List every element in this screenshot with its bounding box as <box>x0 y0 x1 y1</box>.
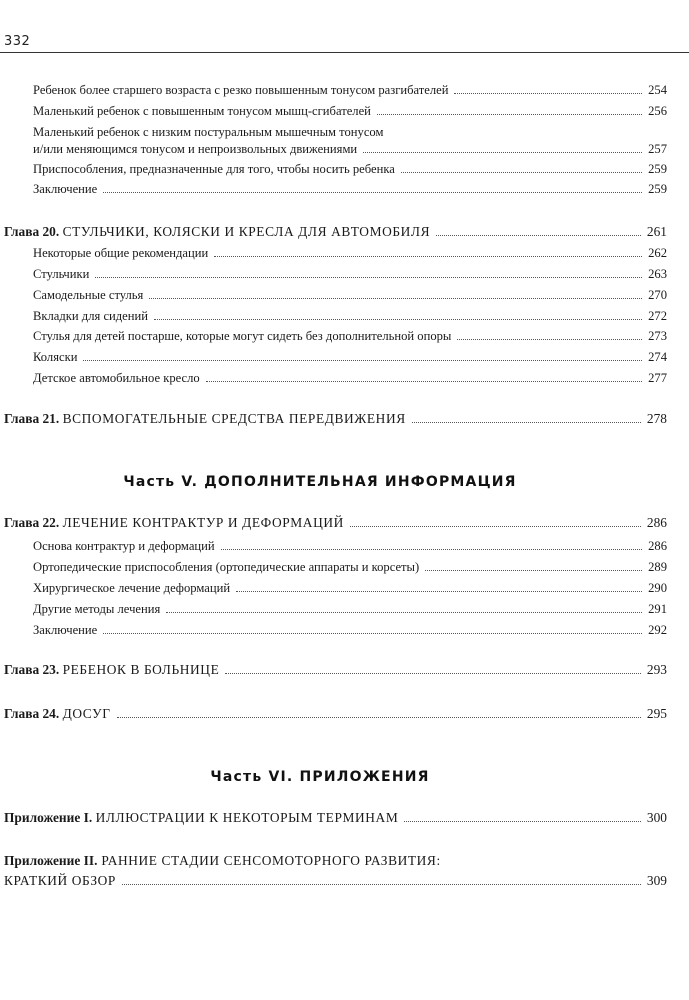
toc-entry-label: Другие методы лечения <box>33 602 161 616</box>
toc-entry-page: 263 <box>648 267 667 281</box>
toc-chapter[interactable] <box>4 411 667 427</box>
toc-entry-label: Заключение <box>33 182 98 196</box>
toc-entry[interactable] <box>33 559 667 575</box>
appendix-title-line1: РАННИЕ СТАДИИ СЕНСОМОТОРНОГО РАЗВИТИЯ: <box>101 853 441 868</box>
toc-entry-label: Вкладки для сидений <box>33 309 148 323</box>
chapter-title: ЛЕЧЕНИЕ КОНТРАКТУР И ДЕФОРМАЦИЙ <box>62 515 344 530</box>
header-rule <box>0 52 689 53</box>
toc-entry[interactable] <box>33 245 667 261</box>
part-heading: Часть V. ДОПОЛНИТЕЛЬНАЯ ИНФОРМАЦИЯ <box>123 474 517 490</box>
toc-entry-label: Стулья для детей постарше, которые могут сидеть без дополнительной опоры <box>33 329 452 343</box>
appendix-prefix: Приложение II. <box>4 853 98 868</box>
toc-entry[interactable] <box>33 328 667 344</box>
chapter-title: РЕБЕНОК В БОЛЬНИЦЕ <box>62 662 220 677</box>
toc-entry-page: 272 <box>648 309 667 323</box>
toc-entry[interactable] <box>33 349 667 365</box>
toc-entry-page: 273 <box>648 329 667 343</box>
toc-appendix[interactable] <box>4 810 667 826</box>
toc-entry[interactable] <box>33 601 667 617</box>
toc-entry-label: Приспособления, предназначенные для того, чтобы носить ребенка <box>33 162 395 176</box>
toc-entry-page: 289 <box>648 560 667 574</box>
toc-entry-label-line1: Маленький ребенок с низким постуральным мышечным тонусом <box>33 125 384 139</box>
toc-entry-page: 262 <box>648 246 667 260</box>
toc-chapter-label <box>4 706 111 722</box>
chapter-prefix: Глава 20. <box>4 224 60 239</box>
toc-chapter-page: 295 <box>646 706 667 721</box>
toc-chapter-label <box>4 224 430 240</box>
appendix-title: ИЛЛЮСТРАЦИИ К НЕКОТОРЫМ ТЕРМИНАМ <box>95 810 399 825</box>
toc-entry-label: Ортопедические приспособления (ортопедические аппараты и корсеты) <box>33 560 420 574</box>
toc-chapter-page: 278 <box>646 411 667 426</box>
toc-entry-label: Детское автомобильное кресло <box>33 371 200 385</box>
toc-entry-page: 290 <box>648 581 667 595</box>
toc-entry-page: 254 <box>648 83 667 97</box>
toc-entry-label: и/или меняющимся тонусом и непроизвольных движениями <box>33 142 358 156</box>
dot-leader <box>404 821 641 822</box>
dot-leader <box>377 114 642 115</box>
dot-leader <box>95 277 642 278</box>
toc-entry[interactable] <box>33 266 667 282</box>
appendix-prefix: Приложение I. <box>4 810 93 825</box>
dot-leader <box>436 235 641 236</box>
toc-entry[interactable] <box>33 287 667 303</box>
toc-entry-label: Коляски <box>33 350 78 364</box>
dot-leader <box>350 526 641 527</box>
dot-leader <box>206 381 642 382</box>
toc-entry[interactable] <box>33 141 667 157</box>
toc-entry-page: 270 <box>648 288 667 302</box>
toc-chapter[interactable] <box>4 706 667 722</box>
toc-appendix-page: 309 <box>646 873 667 888</box>
toc-entry-page: 277 <box>648 371 667 385</box>
chapter-title: ВСПОМОГАТЕЛЬНЫЕ СРЕДСТВА ПЕРЕДВИЖЕНИЯ <box>62 411 406 426</box>
dot-leader <box>103 192 642 193</box>
toc-entry-page: 256 <box>648 104 667 118</box>
toc-entry-page: 291 <box>648 602 667 616</box>
dot-leader <box>225 673 641 674</box>
toc-chapter-label <box>4 515 344 531</box>
toc-appendix-label-line1 <box>4 853 441 869</box>
chapter-title: ДОСУГ <box>62 706 111 721</box>
part-heading: Часть VI. ПРИЛОЖЕНИЯ <box>210 769 430 785</box>
toc-entry-label: Заключение <box>33 623 98 637</box>
toc-chapter[interactable] <box>4 224 667 240</box>
toc-appendix[interactable] <box>4 873 667 889</box>
toc-entry-label: Хирургическое лечение деформаций <box>33 581 231 595</box>
dot-leader <box>454 93 642 94</box>
page-number: 332 <box>4 34 31 49</box>
toc-entry-page: 257 <box>648 142 667 156</box>
dot-leader <box>214 256 642 257</box>
toc-entry-page: 259 <box>648 182 667 196</box>
toc-entry-label: Самодельные стулья <box>33 288 144 302</box>
toc-entry[interactable] <box>33 622 667 638</box>
toc-entry[interactable] <box>33 580 667 596</box>
dot-leader <box>425 570 642 571</box>
dot-leader <box>154 319 642 320</box>
toc-chapter-label <box>4 662 219 678</box>
toc-entry-label: Ребенок более старшего возраста с резко повышенным тонусом разгибателей <box>33 83 449 97</box>
toc-chapter[interactable] <box>4 662 667 678</box>
dot-leader <box>117 717 641 718</box>
toc-chapter[interactable] <box>4 515 667 531</box>
chapter-prefix: Глава 22. <box>4 515 60 530</box>
toc-entry-page: 292 <box>648 623 667 637</box>
chapter-prefix: Глава 21. <box>4 411 60 426</box>
dot-leader <box>412 422 641 423</box>
toc-chapter-label <box>4 411 406 427</box>
toc-appendix-label <box>4 810 398 826</box>
toc-chapter-page: 293 <box>646 662 667 677</box>
dot-leader <box>122 884 641 885</box>
toc-entry[interactable] <box>33 82 667 98</box>
dot-leader <box>363 152 642 153</box>
toc-entry-label: Стульчики <box>33 267 90 281</box>
appendix-title-line2: КРАТКИЙ ОБЗОР <box>4 873 116 888</box>
toc-chapter-page: 286 <box>646 515 667 530</box>
toc-entry[interactable] <box>33 181 667 197</box>
dot-leader <box>149 298 642 299</box>
toc-entry[interactable] <box>33 161 667 177</box>
toc-chapter-page: 261 <box>646 224 667 239</box>
toc-appendix-page: 300 <box>646 810 667 825</box>
toc-entry[interactable] <box>33 538 667 554</box>
chapter-prefix: Глава 24. <box>4 706 60 721</box>
toc-entry-page: 259 <box>648 162 667 176</box>
toc-entry[interactable] <box>33 103 667 119</box>
toc-entry[interactable] <box>33 308 667 324</box>
dot-leader <box>166 612 642 613</box>
dot-leader <box>236 591 642 592</box>
dot-leader <box>401 172 642 173</box>
toc-entry-label: Основа контрактур и деформаций <box>33 539 215 553</box>
dot-leader <box>103 633 642 634</box>
chapter-title: СТУЛЬЧИКИ, КОЛЯСКИ И КРЕСЛА ДЛЯ АВТОМОБИЛЯ <box>62 224 431 239</box>
toc-entry-label: Некоторые общие рекомендации <box>33 246 209 260</box>
chapter-prefix: Глава 23. <box>4 662 60 677</box>
dot-leader <box>221 549 642 550</box>
dot-leader <box>457 339 642 340</box>
dot-leader <box>83 360 642 361</box>
toc-entry-label: Маленький ребенок с повышенным тонусом мышц-сгибателей <box>33 104 371 118</box>
toc-entry-page: 286 <box>648 539 667 553</box>
toc-entry[interactable] <box>33 370 667 386</box>
toc-entry-page: 274 <box>648 350 667 364</box>
